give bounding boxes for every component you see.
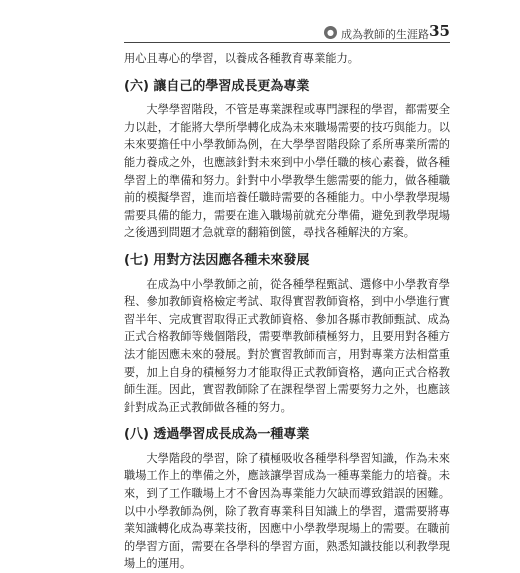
- chapter-icon: ●: [324, 26, 337, 39]
- header-rule: [124, 42, 450, 43]
- running-title: 成為教師的生涯路: [341, 28, 429, 41]
- intro-line: 用心且專心的學習，以養成各種教育專業能力。: [124, 52, 359, 65]
- section-paragraph-7: 在成為中小學教師之前，從各種學程甄試、選修中小學教育學程、參加教師資格檢定考試、取得實習教師資格，到中小學進行實習半年、完成實習取得正式教師資格、參加各縣市教師甄試、成為正式合格教師等幾個階段，需要準教師積極努力，且要用對各種方法才能因應未來的發展。對於實習教師而言，用對專業方法相當重要，加上自身的積極努力才能取得正式教師資格，邁向正式合格教師生涯。因此，實習教師除了在課程學習上需要努力之外，也應該針對成為正式教師做各種的努力。: [124, 277, 450, 414]
- section-paragraph-6: 大學學習階段，不管是專業課程或專門課程的學習，都需要全力以赴，才能將大學所學轉化成為未來職場需要的技巧與能力。以未來要擔任中小學教師為例，在大學學習階段除了系所專業所需的能力養成之外，也應該針對未來到中小學任職的核心素養，做各種學習上的準備和努力。針對中小學教學生態需要的能力，做各種職前的模擬學習，進而培養任職時需要的各種能力。中小學教學現場需要具備的能力，需要在進入職場前就充分準備，避免到教學現場之後遇到問題才急就章的翻箱倒篋，尋找各種解決的方案。: [124, 103, 450, 240]
- section-heading-8: (八) 透過學習成長成為一種專業: [124, 427, 310, 443]
- page-body: [124, 50, 450, 573]
- page-number: 35: [429, 22, 450, 40]
- running-header: [324, 24, 450, 42]
- section-paragraph-8: 大學階段的學習，除了積極吸收各種學科學習知識，作為未來職場工作上的準備之外，應該讓學習成為一種專業能力的培養。未來，到了工作職場上才不會因為專業能力欠缺而導致錯誤的困難。以中小學教師為例，除了教育專業科目知識上的學習，還需要將專業知識轉化成為專業技術，因應中小學教學現場上的需要。在職前的學習方面，需要在各學科的學習方面，熟悉知識技能以利教學現場上的運用。: [124, 451, 450, 571]
- section-heading-7: (七) 用對方法因應各種未來發展: [124, 252, 310, 268]
- section-heading-6: (六) 讓自己的學習成長更為專業: [124, 78, 310, 94]
